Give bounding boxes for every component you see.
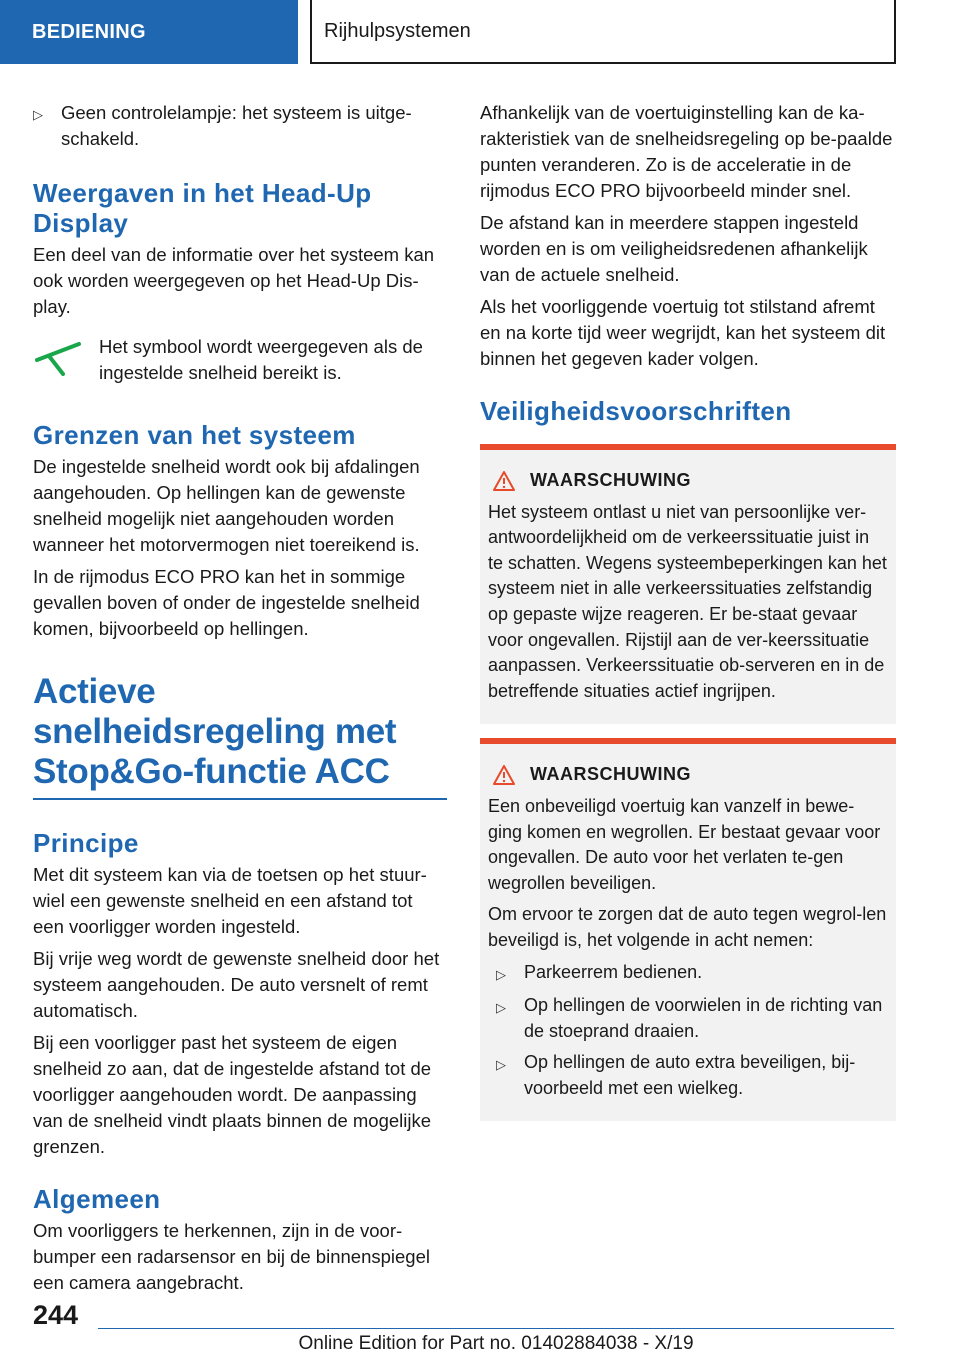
footer-edition: Online Edition for Part no. 01402884038 - X/19 xyxy=(298,1333,694,1354)
warning-text: Het systeem ontlast u niet van persoonlijke ver-antwoordelijkheid om de verkeerssituatie juist in te schatten. Wegens systeembeperkingen kan het systeem niet in alle verkeerssituaties zelfstandig op gepaste wijze reageren. Er be-staat gevaar voor ongevallen. Rijstijl aan de ver-keerssituatie aanpassen. Verkeerssituatie ob-serveren en in de betreffende situaties actief ingrijpen. xyxy=(488,501,887,701)
general-paragraph: Om voorliggers te herkennen, zijn in de voor-bumper een radarsensor en bij de binnenspiegel een camera aangebracht. xyxy=(33,1220,430,1293)
body-paragraph: Afhankelijk van de voertuiginstelling kan de ka-rakteristiek van de snelheidsregeling op be-paalde punten veranderen. Zo is de acceleratie in de rijmodus ECO PRO bijvoorbeeld minder snel. xyxy=(480,102,893,201)
right-column xyxy=(480,100,896,1121)
warning-box xyxy=(480,738,896,1121)
warning-triangle-icon xyxy=(492,764,516,786)
section-title: BEDIENING xyxy=(32,20,146,43)
hud-symbol-text: Het symbool wordt weergegeven als de ingestelde snelheid bereikt is. xyxy=(99,336,423,383)
warning-text: Om ervoor te zorgen dat de auto tegen wegrol-len beveiligd is, het volgende in acht nemen: xyxy=(488,904,887,950)
principle-paragraph: Bij een voorligger past het systeem de eigen snelheid zo aan, dat de ingestelde afstand tot de voorligger aangehouden wordt. De aanpassing van de snelheid vindt plaats binnen de mogelijke grenzen. xyxy=(33,1032,432,1157)
acc-heading: Actieve snelheidsregeling met Stop&Go-functie ACC xyxy=(33,672,447,800)
triangle-bullet-icon: ▷ xyxy=(496,966,506,982)
hud-symbol-row xyxy=(33,334,447,404)
limits-paragraph: In de rijmodus ECO PRO kan het in sommige gevallen boven of onder de ingestelde snelheid komen, bijvoorbeeld op hellingen. xyxy=(33,566,420,639)
list-item xyxy=(33,100,447,152)
warning-title-row xyxy=(488,468,888,494)
list-item xyxy=(496,1050,888,1101)
limits-paragraph: De ingestelde snelheid wordt ook bij afdalingen aangehouden. Op hellingen kan de gewenste snelheid mogelijk niet aangehouden worden wanneer het motorvermogen niet toereikend is. xyxy=(33,456,420,555)
list-item-text: Op hellingen de auto extra beveiligen, bij-voorbeeld met een wielkeg. xyxy=(524,1052,856,1098)
body-paragraph: Als het voorliggende voertuig tot stilstand afremt en na korte tijd weer wegrijdt, kan het systeem dit binnen het gegeven kader volgen. xyxy=(480,296,886,369)
warning-text: Een onbeveiligd voertuig kan vanzelf in bewe-ging komen en wegrollen. Er bestaat gevaar voor ongevallen. De auto voor het verlaten te-gen wegrollen beveiligen. xyxy=(488,795,881,893)
page-number: 244 xyxy=(33,1300,79,1330)
principle-paragraph: Met dit systeem kan via de toetsen op het stuur-wiel een gewenste snelheid en een afstand tot een voorligger worden ingesteld. xyxy=(33,864,427,937)
general-heading: Algemeen xyxy=(33,1184,161,1214)
hud-text: Een deel van de informatie over het systeem kan ook worden weergegeven op het Head-Up Dis-play. xyxy=(33,244,435,317)
section-tab xyxy=(0,0,298,64)
principle-paragraph: Bij vrije weg wordt de gewenste snelheid door het systeem aangehouden. De auto versnelt of remt automatisch. xyxy=(33,948,440,1021)
list-item-text: Parkeerrem bedienen. xyxy=(524,961,703,982)
list-item-text: Geen controlelampje: het systeem is uitge-schakeld. xyxy=(61,102,412,149)
chapter-tab xyxy=(310,0,896,64)
footer-divider xyxy=(98,1328,894,1329)
warning-title: WAARSCHUWING xyxy=(530,764,691,785)
safety-heading: Veiligheidsvoorschriften xyxy=(480,396,792,426)
limits-heading: Grenzen van het systeem xyxy=(33,420,356,450)
triangle-bullet-icon: ▷ xyxy=(33,107,43,122)
warning-title-row xyxy=(488,762,888,788)
warning-triangle-icon xyxy=(492,470,516,492)
body-paragraph: De afstand kan in meerdere stappen ingesteld worden en is om veiligheidsredenen afhankelijk van de actuele snelheid. xyxy=(480,212,868,285)
triangle-bullet-icon: ▷ xyxy=(496,1000,506,1016)
chapter-title: Rijhulpsystemen xyxy=(324,19,471,42)
warning-title: WAARSCHUWING xyxy=(530,470,691,490)
left-column xyxy=(33,100,447,1302)
principle-heading: Principe xyxy=(33,828,139,858)
list-item xyxy=(496,960,888,988)
list-item-text: Op hellingen de voorwielen in de richting van de stoeprand draaien. xyxy=(524,995,883,1041)
hud-heading: Weergaven in het Head-Up Display xyxy=(33,178,372,238)
triangle-bullet-icon: ▷ xyxy=(496,1057,506,1073)
warning-box xyxy=(480,444,896,724)
list-item xyxy=(496,993,888,1044)
speed-reached-icon xyxy=(33,334,99,404)
